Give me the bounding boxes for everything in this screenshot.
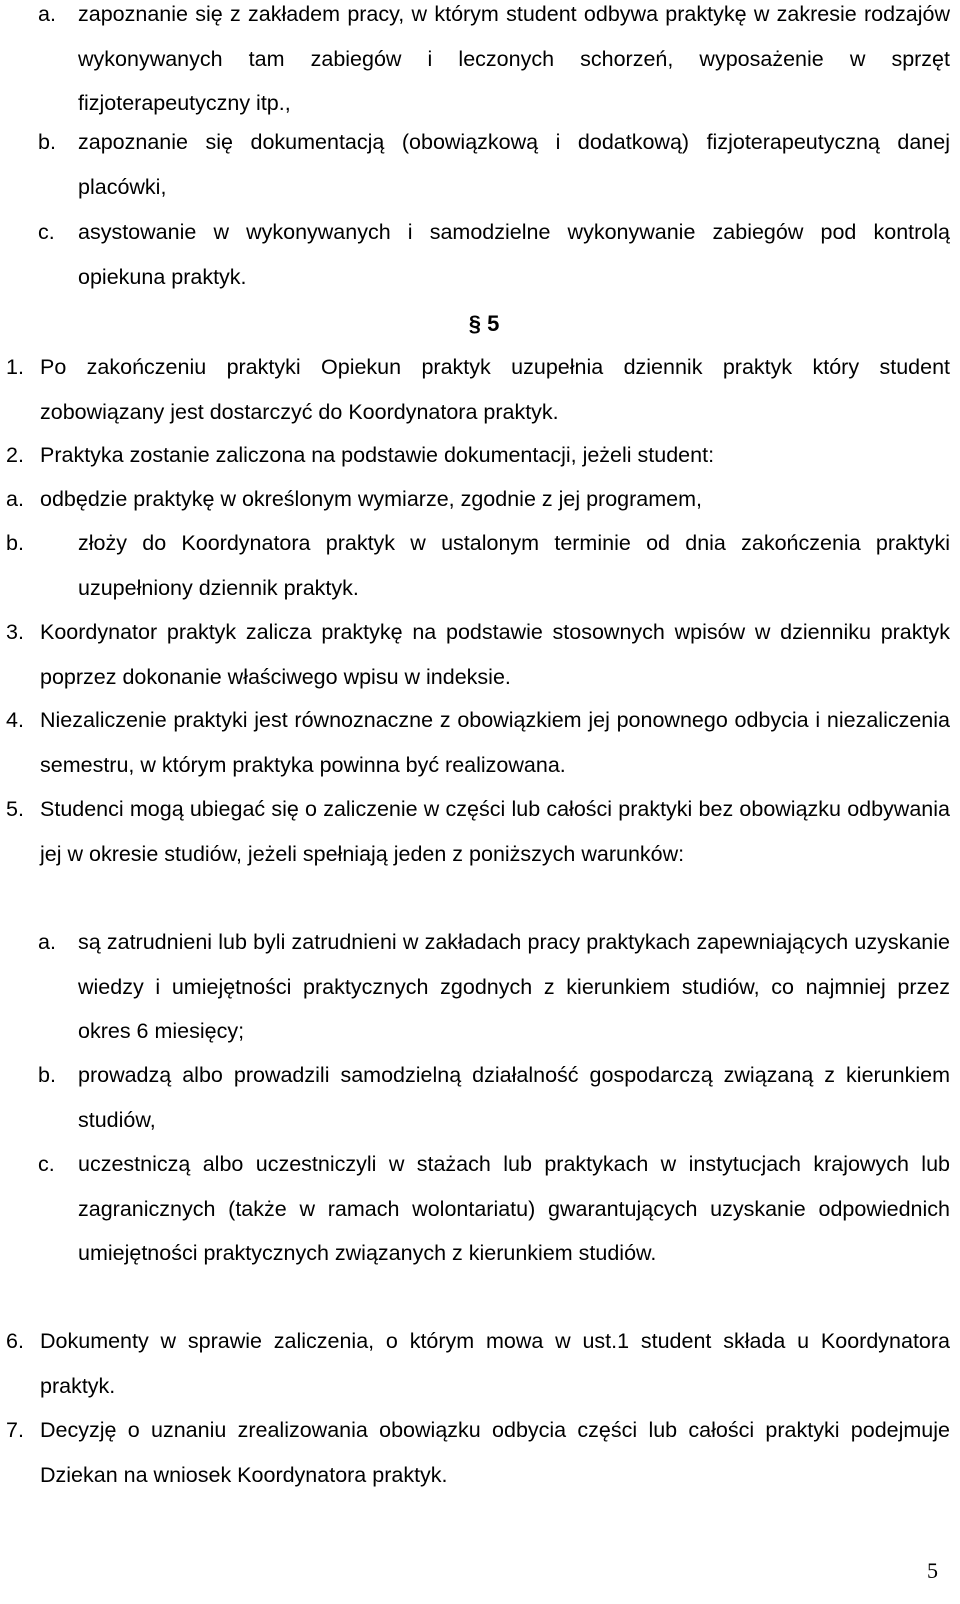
item-label: c.	[38, 220, 55, 244]
point-text: Niezaliczenie praktyki jest równoznaczne z obowiązkiem jej ponownego odbycia i niezaliczenia semestru, w którym praktyka powinna być realizowana.	[40, 708, 950, 777]
item-text: zapoznanie się dokumentacją (obowiązkową i dodatkową) fizjoterapeutyczną danej placówki,	[78, 130, 950, 199]
point-text: Po zakończeniu praktyki Opiekun praktyk uzupełnia dziennik praktyk który student zobowiązany jest dostarczyć do Koordynatora praktyk.	[40, 355, 950, 424]
point-5-b	[38, 1053, 950, 1142]
item-text: asystowanie w wykonywanych i samodzielne wykonywanie zabiegów pod kontrolą opiekuna praktyk.	[78, 220, 950, 289]
point-2	[6, 433, 950, 478]
point-text: uczestniczą albo uczestniczyli w stażach lub praktykach w instytucjach krajowych lub zagranicznych (także w ramach wolontariatu) gwarantujących uzyskanie odpowiednich umiejętności praktycznych związanych z kierunkiem studiów.	[78, 1152, 950, 1265]
point-label: b.	[6, 531, 24, 555]
point-5-c	[38, 1142, 950, 1276]
item-label: b.	[38, 130, 56, 154]
point-label: b.	[38, 1063, 56, 1087]
list-item-top-b	[38, 120, 950, 209]
point-text: Praktyka zostanie zaliczona na podstawie dokumentacji, jeżeli student:	[40, 443, 715, 467]
point-text: złoży do Koordynatora praktyk w ustalonym terminie od dnia zakończenia praktyki uzupełniony dziennik praktyk.	[78, 531, 950, 600]
point-1	[6, 345, 950, 434]
point-label: c.	[38, 1152, 55, 1176]
list-item-top-a	[38, 0, 950, 126]
point-label: 4.	[6, 708, 24, 732]
point-text: Dokumenty w sprawie zaliczenia, o którym mowa w ust.1 student składa u Koordynatora praktyk.	[40, 1329, 950, 1398]
point-text: prowadzą albo prowadzili samodzielną działalność gospodarczą związaną z kierunkiem studiów,	[78, 1063, 950, 1132]
point-text: są zatrudnieni lub byli zatrudnieni w zakładach pracy praktykach zapewniających uzyskanie wiedzy i umiejętności praktycznych zgodnych z kierunkiem studiów, co najmniej przez okres 6 miesięcy;	[78, 930, 950, 1043]
section-symbol: §	[468, 311, 481, 336]
section-number: 5	[487, 311, 500, 336]
point-label: 6.	[6, 1329, 24, 1353]
point-5	[6, 787, 950, 876]
point-3	[6, 610, 950, 699]
point-label: 2.	[6, 443, 24, 467]
item-label: a.	[38, 2, 56, 26]
point-6	[6, 1319, 950, 1408]
point-7	[6, 1408, 950, 1497]
point-2-a	[6, 477, 950, 522]
point-label: a.	[6, 487, 24, 511]
point-label: 1.	[6, 355, 24, 379]
item-text: zapoznanie się z zakładem pracy, w którym student odbywa praktykę w zakresie rodzajów wykonywanych tam zabiegów i leczonych schorzeń, wyposażenie w sprzęt fizjoterapeutyczny itp.,	[78, 2, 950, 115]
list-item-top-c	[38, 210, 950, 299]
point-2-b	[6, 521, 950, 610]
section-heading	[0, 302, 960, 346]
point-text: Koordynator praktyk zalicza praktykę na podstawie stosownych wpisów w dzienniku praktyk poprzez dokonanie właściwego wpisu w indeksie.	[40, 620, 950, 689]
point-text: Decyzję o uznaniu zrealizowania obowiązku odbycia części lub całości praktyki podejmuje Dziekan na wniosek Koordynatora praktyk.	[40, 1418, 950, 1487]
point-label: 7.	[6, 1418, 24, 1442]
point-4	[6, 698, 950, 787]
point-5-a	[38, 920, 950, 1054]
point-label: a.	[38, 930, 56, 954]
point-text: odbędzie praktykę w określonym wymiarze, zgodnie z jej programem,	[40, 487, 702, 511]
page-number: 5	[927, 1558, 938, 1583]
point-label: 5.	[6, 797, 24, 821]
point-label: 3.	[6, 620, 24, 644]
point-text: Studenci mogą ubiegać się o zaliczenie w części lub całości praktyki bez obowiązku odbywania jej w okresie studiów, jeżeli spełniają jeden z poniższych warunków:	[40, 797, 950, 866]
